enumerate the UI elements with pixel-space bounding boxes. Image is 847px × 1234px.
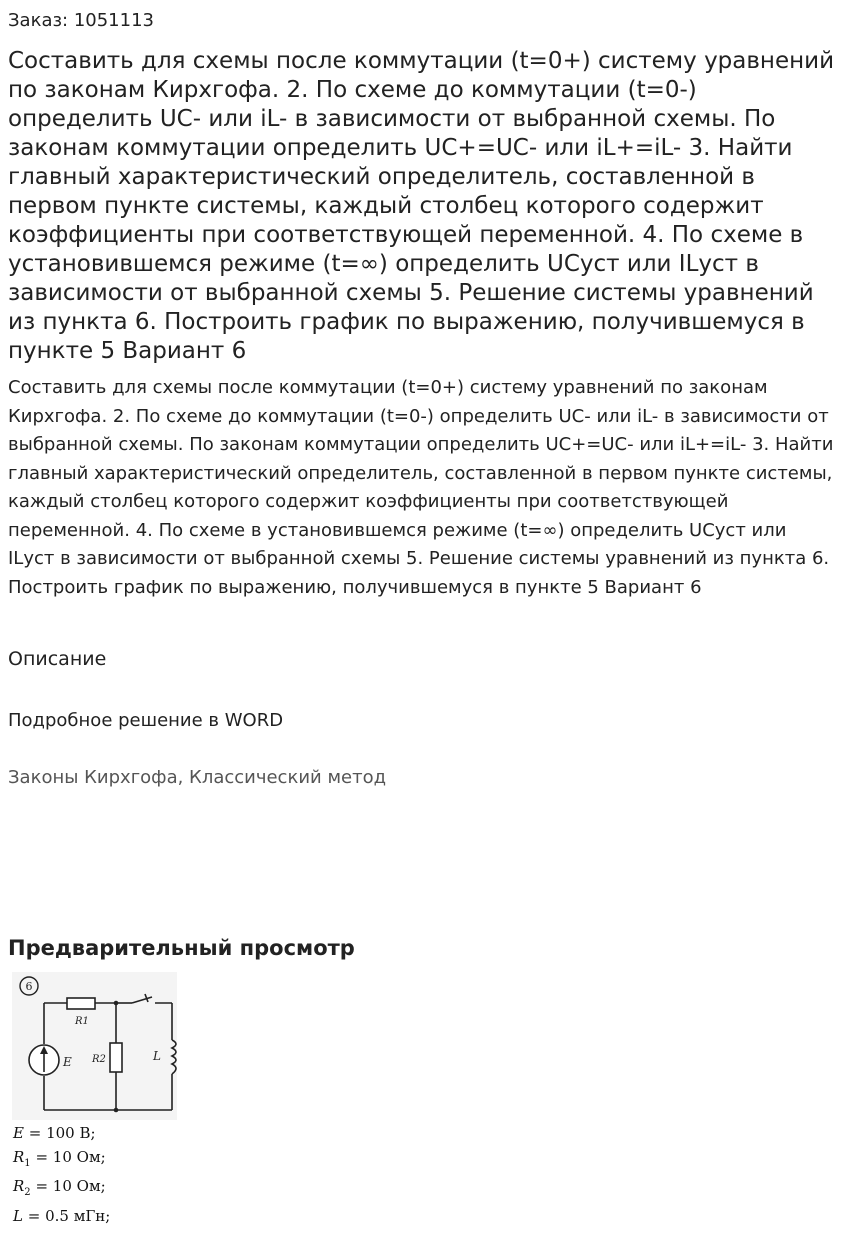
variant-mark: 6 — [25, 980, 33, 993]
param-r1 — [13, 1146, 110, 1176]
circuit-preview-image[interactable] — [12, 972, 177, 1120]
param-value: = 10 Ом; — [35, 1147, 106, 1166]
label-r2: R2 — [92, 1054, 106, 1065]
task-description: Составить для схемы после коммутации (t=0+) систему уравнений по законам Кирхгофа. 2. По схеме до коммутации (t=0-) определить UC- или iL- в зависимости от выбранной схемы. По законам коммутации определить UC+=UC- или iL+=iL- 3. Найти главный характеристический определитель, составленной в первом пункте системы, каждый столбец которого содержит коэффициенты при соответствующей переменной. 4. По схеме в установившемся режиме (t=∞) определить UCуст или ILуст в зависимости от выбранной схемы 5. Решение системы уравнений из пункта 6. Построить график по выражению, получившемуся в пункте 5 Вариант 6 — [8, 377, 834, 598]
label-r1: R1 — [75, 1016, 89, 1027]
param-subscript: 1 — [24, 1157, 31, 1169]
circuit-parameters — [13, 1122, 110, 1228]
param-e — [13, 1122, 110, 1146]
param-symbol: R — [13, 1177, 25, 1195]
param-subscript: 2 — [24, 1187, 31, 1198]
inductor-icon — [172, 1040, 176, 1074]
param-value: = 10 Ом; — [35, 1177, 106, 1195]
solution-format: Подробное решение в WORD — [8, 710, 284, 731]
label-e: E — [63, 1055, 72, 1069]
switch-icon — [132, 994, 152, 1003]
param-symbol: R — [13, 1147, 25, 1166]
circuit-diagram — [12, 972, 177, 1120]
param-r2 — [13, 1175, 110, 1205]
order-number: Заказ: 1051113 — [8, 10, 154, 31]
description-label: Описание — [8, 648, 107, 670]
junction-bottom — [114, 1108, 119, 1113]
task-title: Составить для схемы после коммутации (t=0+) систему уравнений по законам Кирхгофа. 2. По схеме до коммутации (t=0-) определить UC- или iL- в зависимости от выбранной схемы. По законам коммутации определить UC+=UC- или iL+=iL- 3. Найти главный характеристический определитель, составленной в первом пункте системы, каждый столбец которого содержит коэффициенты при соответствующей переменной. 4. По схеме в установившемся режиме (t=∞) определить UCуст или ILуст в зависимости от выбранной схемы 5. Решение системы уравнений из пункта 6. Построить график по выражению, получившемуся в пункте 5 Вариант 6 — [8, 48, 835, 364]
param-value: = 100 В; — [28, 1124, 96, 1142]
preview-heading: Предварительный просмотр — [8, 936, 355, 960]
param-symbol: E — [13, 1124, 24, 1142]
param-value: = 0.5 мГн; — [27, 1206, 111, 1225]
resistor-r1 — [67, 998, 95, 1009]
label-l: L — [153, 1049, 161, 1063]
junction-top — [114, 1001, 119, 1006]
param-l — [13, 1205, 110, 1229]
subject-tags: Законы Кирхгофа, Классический метод — [8, 767, 387, 788]
param-symbol: L — [13, 1206, 23, 1225]
resistor-r2 — [110, 1043, 122, 1072]
